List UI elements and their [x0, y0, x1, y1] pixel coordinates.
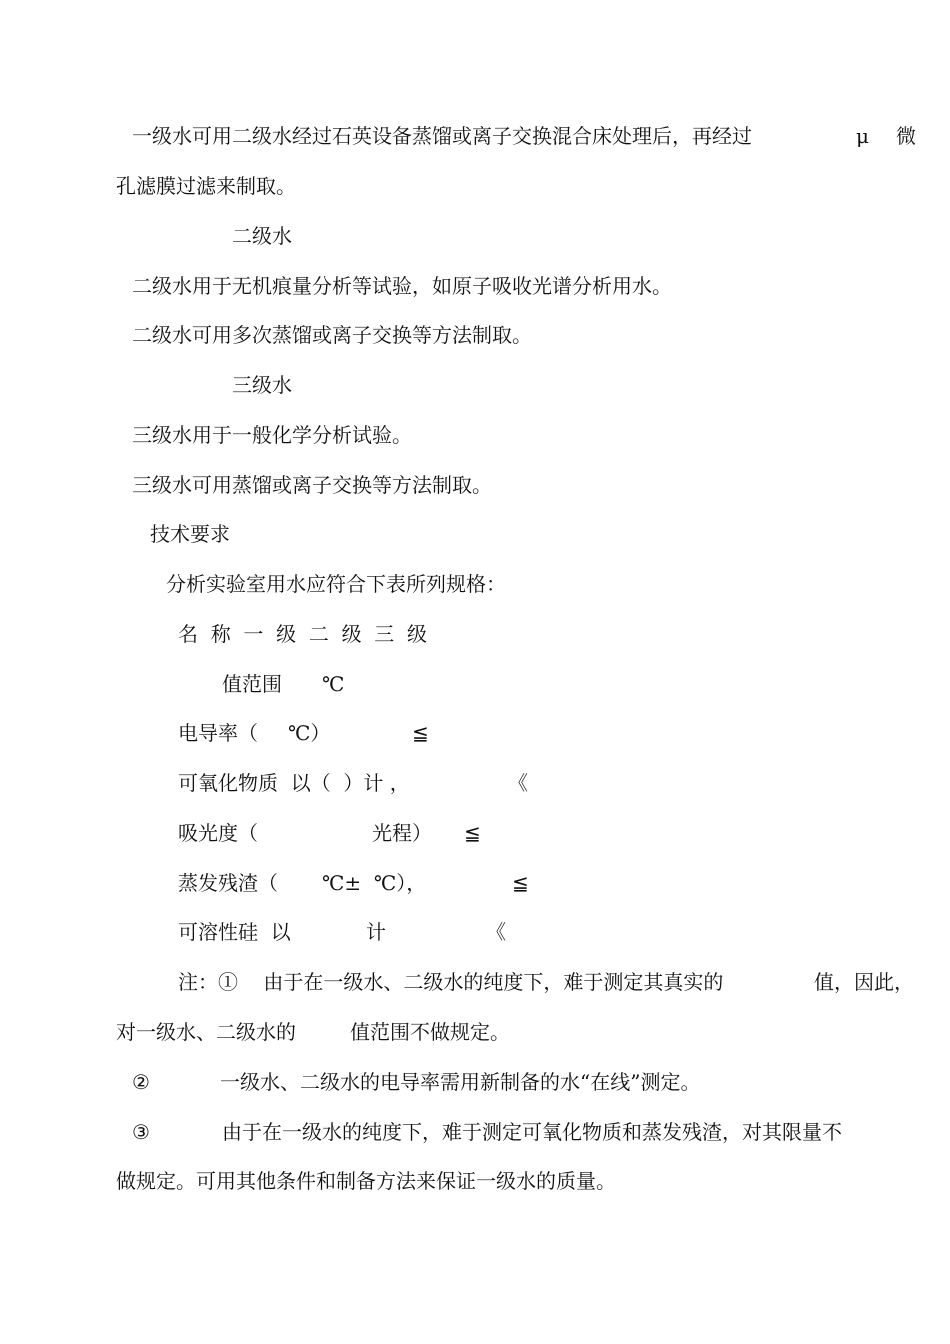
- paragraph-line: 分析实验室用水应符合下表所列规格：: [166, 572, 506, 596]
- paragraph-line: 孔滤膜过滤来制取。: [116, 174, 296, 198]
- table-cell: 可氧化物质 以（ ）计 ，: [178, 771, 410, 795]
- table-cell: 计: [366, 920, 386, 944]
- paragraph-line: 一级水可用二级水经过石英设备蒸馏或离子交换混合床处理后，再经过: [132, 124, 752, 148]
- paragraph-line: 三级水可用蒸馏或离子交换等方法制取。: [132, 473, 492, 497]
- table-cell: ℃± ℃），: [322, 871, 427, 895]
- note-line: 注：① 由于在一级水、二级水的纯度下，难于测定其真实的: [178, 970, 724, 994]
- note-line-end: 值，因此，: [814, 970, 914, 994]
- paragraph-line: 二级水用于无机痕量分析等试验，如原子吸收光谱分析用水。: [132, 274, 672, 298]
- note-line: 对一级水、二级水的: [116, 1020, 296, 1044]
- table-cell: ℃）: [288, 721, 331, 745]
- table-cell: ≦: [412, 721, 429, 745]
- table-header: 名 称 一 级 二 级 三 级: [178, 622, 428, 646]
- table-cell: 蒸发残渣（: [178, 871, 278, 895]
- table-cell: 《: [508, 771, 528, 795]
- note-line: 一级水、二级水的电导率需用新制备的水“在线”测定。: [220, 1070, 701, 1094]
- table-cell: 可溶性硅 以: [178, 920, 291, 944]
- note-number: ③: [132, 1120, 150, 1144]
- note-number: ②: [132, 1070, 150, 1094]
- table-cell: 《: [486, 920, 506, 944]
- table-cell: ℃: [322, 672, 345, 696]
- mu-symbol: μ: [856, 124, 869, 148]
- paragraph-line: 二级水可用多次蒸馏或离子交换等方法制取。: [132, 323, 532, 347]
- paragraph-line-end: 微: [896, 124, 916, 148]
- table-cell: 光程）: [372, 821, 432, 845]
- note-line: 由于在一级水的纯度下，难于测定可氧化物质和蒸发残渣，对其限量不: [222, 1120, 842, 1144]
- table-cell: ≦: [464, 821, 481, 845]
- table-cell: ≦: [512, 871, 529, 895]
- note-line-end: 值范围不做规定。: [350, 1020, 510, 1044]
- note-line: 做规定。可用其他条件和制备方法来保证一级水的质量。: [116, 1169, 616, 1193]
- section-heading: 三级水: [232, 373, 292, 397]
- section-heading: 二级水: [232, 224, 292, 248]
- table-cell: 吸光度（: [178, 821, 258, 845]
- table-cell: 值范围: [222, 672, 282, 696]
- section-heading: 技术要求: [150, 522, 230, 546]
- table-cell: 电导率（: [178, 721, 258, 745]
- paragraph-line: 三级水用于一般化学分析试验。: [132, 423, 412, 447]
